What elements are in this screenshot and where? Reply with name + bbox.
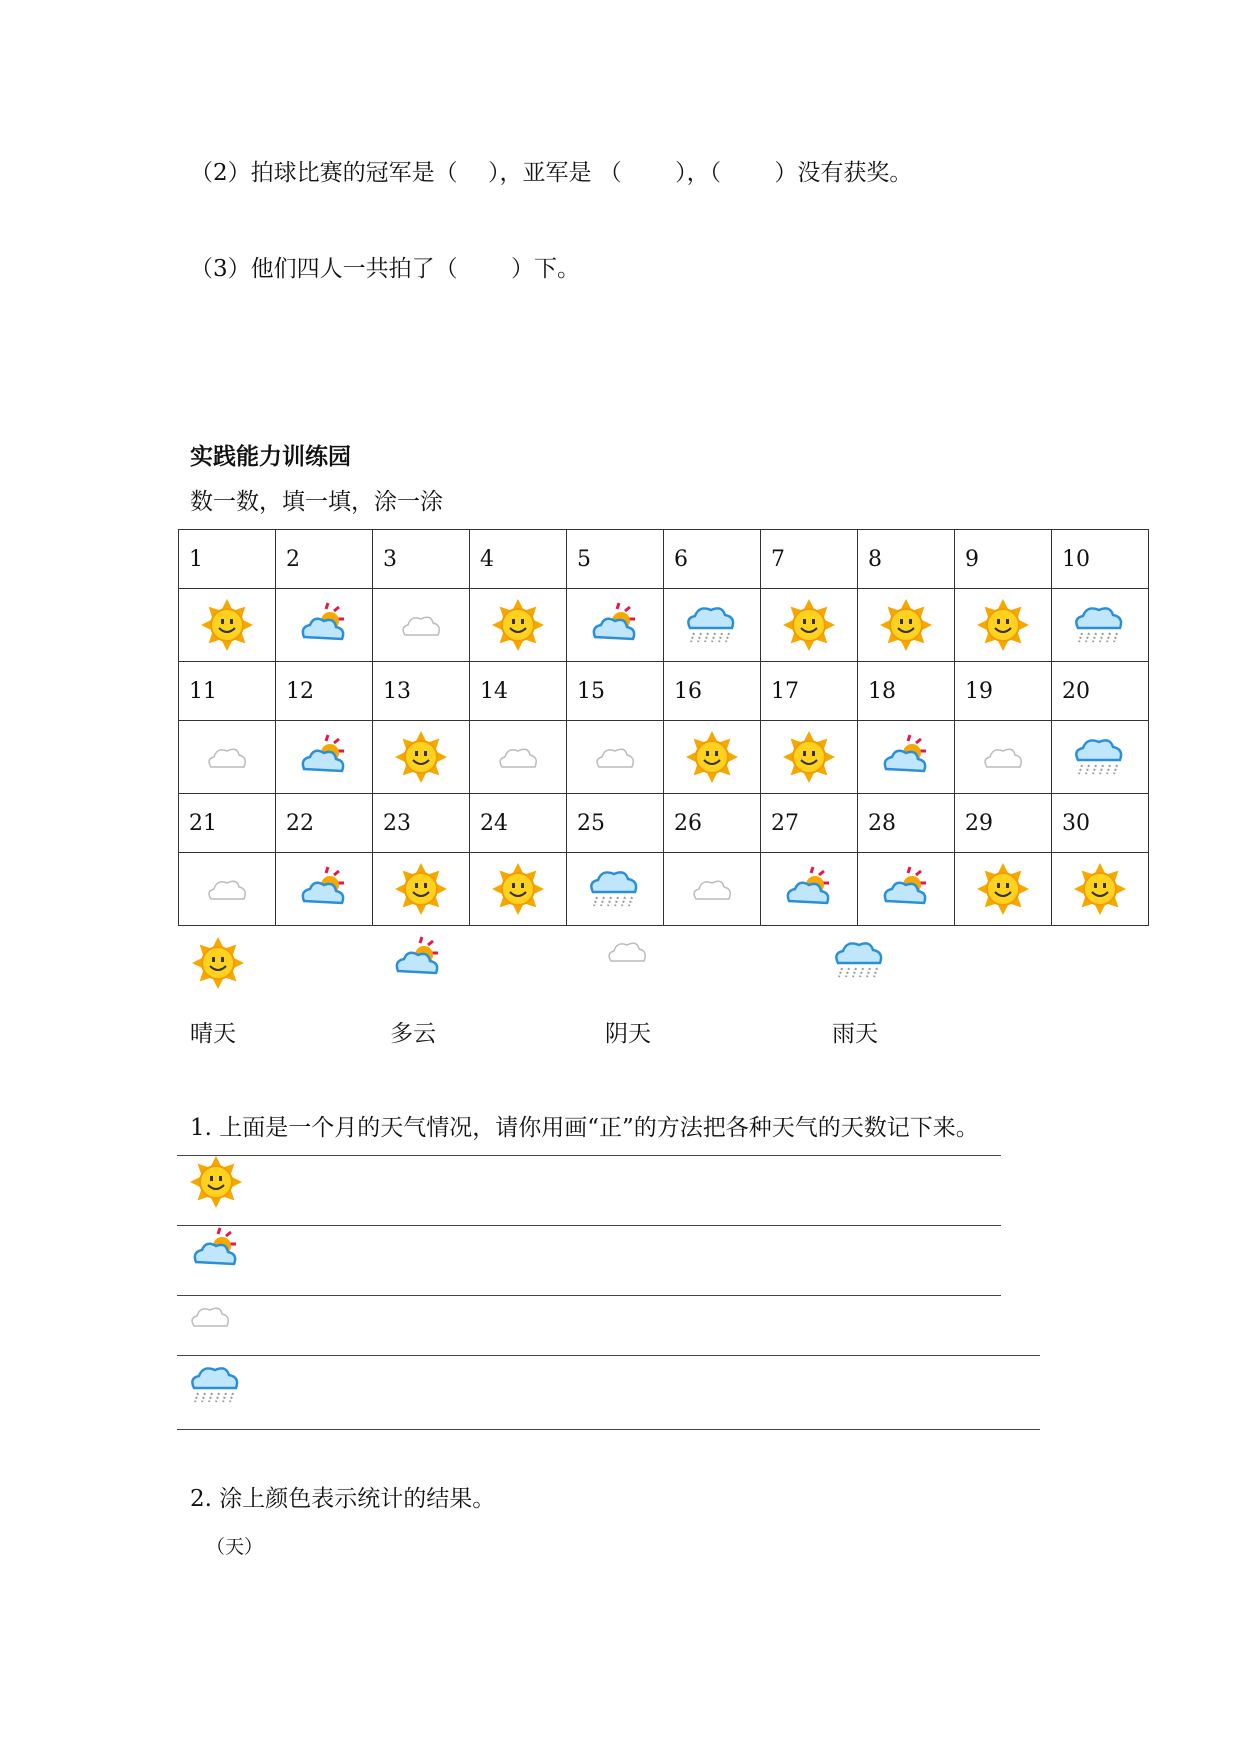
partly-weather-icon [781,875,837,901]
sunny-weather-icon [490,875,546,901]
partly-weather-icon [878,743,934,769]
weather-cell [858,589,955,662]
tally-line [177,1295,1001,1296]
partly-weather-icon [296,875,352,901]
tally-row-icon [188,1300,232,1332]
day-number-cell: 14 [470,662,567,721]
day-number-cell: 9 [955,530,1052,589]
tally-row-icon [188,1226,244,1274]
sunny-weather-icon [490,611,546,637]
day-number-cell: 15 [567,662,664,721]
weather-cell [276,853,373,926]
sunny-weather-icon [1072,875,1128,901]
question-3: （3）他们四人一共拍了（ ）下。 [190,256,580,282]
question-2: （2）拍球比赛的冠军是（ ），亚军是 （ ），（ ）没有获奖。 [190,160,913,186]
day-number-cell: 17 [761,662,858,721]
legend-label: 晴天 [190,1021,236,1047]
rain-weather-icon [832,946,888,972]
day-number-row [179,794,1149,853]
day-number-cell: 8 [858,530,955,589]
sunny-weather-icon [684,743,740,769]
day-number-row [179,662,1149,721]
sunny-weather-icon [975,875,1031,901]
weather-cell [761,721,858,794]
sunny-weather-icon [781,743,837,769]
weather-cell [179,721,276,794]
weather-cell [664,589,761,662]
day-number-cell: 4 [470,530,567,589]
weather-cell [1052,721,1149,794]
sunny-weather-icon [781,611,837,637]
weather-cell [955,721,1052,794]
weather-cell [373,853,470,926]
section-title: 实践能力训练园 [190,444,351,470]
partly-weather-icon [587,611,643,637]
partly-weather-icon [390,945,446,971]
cloudy-weather-icon [981,743,1025,769]
day-number-cell: 7 [761,530,858,589]
day-number-cell: 27 [761,794,858,853]
weather-cell [1052,853,1149,926]
cloudy-weather-icon [188,1302,232,1328]
day-number-cell: 22 [276,794,373,853]
day-number-cell: 3 [373,530,470,589]
day-number-cell: 25 [567,794,664,853]
tally-line [177,1429,1040,1430]
y-axis-unit: （天） [206,1536,264,1558]
cloudy-weather-icon [593,743,637,769]
weather-cell [276,721,373,794]
legend-label: 雨天 [832,1021,878,1047]
weather-cell [858,853,955,926]
weather-cell [1052,589,1149,662]
day-number-cell: 16 [664,662,761,721]
day-number-cell: 28 [858,794,955,853]
partly-weather-icon [296,743,352,769]
weather-cell [567,721,664,794]
day-number-cell: 20 [1052,662,1149,721]
day-number-cell: 24 [470,794,567,853]
cloudy-weather-icon [690,875,734,901]
weather-cell [373,589,470,662]
legend-icon [190,935,246,991]
sunny-weather-icon [393,875,449,901]
weather-cell [761,589,858,662]
cloudy-weather-icon [205,875,249,901]
weather-cell [373,721,470,794]
cloudy-weather-icon [496,743,540,769]
cloudy-weather-icon [205,743,249,769]
partly-weather-icon [296,611,352,637]
cloudy-weather-icon [399,611,443,637]
legend-icon [390,935,446,983]
weather-cell [179,853,276,926]
weather-cell [276,589,373,662]
day-number-cell: 5 [567,530,664,589]
weather-cell [470,853,567,926]
sunny-weather-icon [199,611,255,637]
sunny-weather-icon [878,611,934,637]
tally-row-icon [188,1360,244,1410]
weather-cell [567,853,664,926]
day-number-cell: 29 [955,794,1052,853]
weather-calendar-table [178,529,1149,926]
weather-cell [470,721,567,794]
day-number-cell: 23 [373,794,470,853]
weather-cell [567,589,664,662]
weather-cell [955,589,1052,662]
day-number-cell: 26 [664,794,761,853]
legend-label: 阴天 [605,1021,651,1047]
day-number-cell: 18 [858,662,955,721]
sunny-weather-icon [393,743,449,769]
sunny-weather-icon [190,949,246,975]
weather-cell [858,721,955,794]
day-number-cell: 10 [1052,530,1149,589]
partly-weather-icon [878,875,934,901]
weather-cell [761,853,858,926]
weather-cell [955,853,1052,926]
weather-cell [470,589,567,662]
tally-line [177,1225,1001,1226]
day-number-row [179,530,1149,589]
day-number-cell: 30 [1052,794,1149,853]
tally-row-icon [188,1154,244,1210]
tally-line [177,1355,1040,1356]
weather-icon-row [179,589,1149,662]
day-number-cell: 13 [373,662,470,721]
day-number-cell: 6 [664,530,761,589]
sunny-weather-icon [975,611,1031,637]
weather-icon-row [179,853,1149,926]
weather-cell [664,853,761,926]
day-number-cell: 1 [179,530,276,589]
weather-cell [664,721,761,794]
rain-weather-icon [587,875,643,901]
day-number-cell: 11 [179,662,276,721]
day-number-cell: 2 [276,530,373,589]
partly-weather-icon [188,1236,244,1262]
day-number-cell: 12 [276,662,373,721]
day-number-cell: 21 [179,794,276,853]
instruction: 数一数，填一填，涂一涂 [190,489,443,515]
task-2: 2. 涂上颜色表示统计的结果。 [190,1486,496,1512]
day-number-cell: 19 [955,662,1052,721]
legend-icon [605,935,649,967]
legend-icon [832,935,888,985]
cloudy-weather-icon [605,937,649,963]
rain-weather-icon [1072,743,1128,769]
tally-line [177,1155,1001,1156]
rain-weather-icon [188,1371,244,1397]
legend-label: 多云 [390,1021,436,1047]
rain-weather-icon [684,611,740,637]
task-1: 1. 上面是一个月的天气情况，请你用画“正”的方法把各种天气的天数记下来。 [190,1115,979,1141]
weather-cell [179,589,276,662]
sunny-weather-icon [188,1168,244,1194]
rain-weather-icon [1072,611,1128,637]
weather-icon-row [179,721,1149,794]
